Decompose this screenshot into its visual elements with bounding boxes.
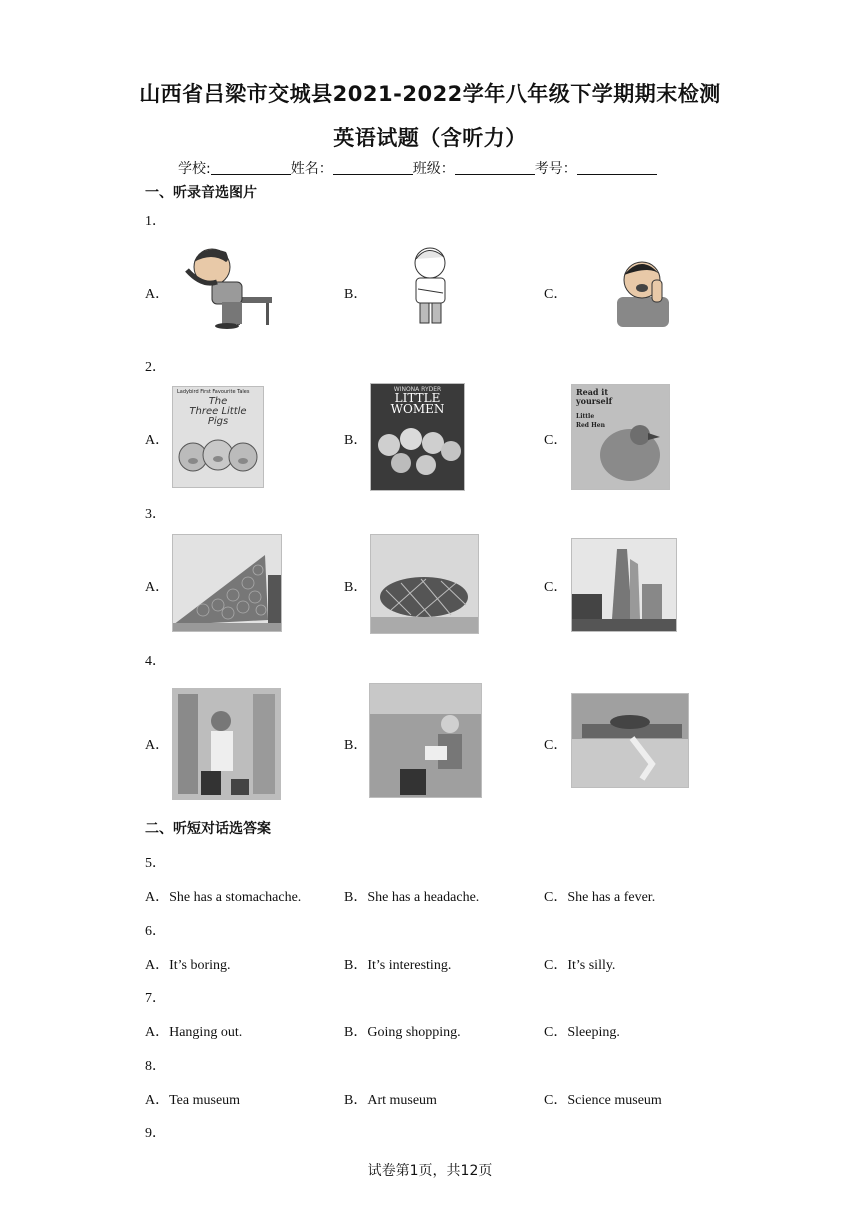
question-number-8: 8．: [145, 1059, 166, 1074]
book-a-title-3: Pigs: [207, 416, 229, 427]
q7-option-c: C．Sleeping.: [544, 1025, 620, 1040]
q4-option-c: C．: [544, 738, 568, 753]
question-number-9: 9．: [145, 1126, 166, 1141]
q3-option-c: C．: [544, 580, 568, 595]
birds-nest-stadium-image: [370, 534, 479, 634]
book-a-title-2: Three Little: [189, 406, 247, 417]
q1-option-b: B．: [344, 287, 368, 302]
little-red-hen-book-image: [571, 384, 670, 490]
school-blank: [211, 160, 291, 175]
q1-option-a: A．: [145, 287, 170, 302]
question-number-7: 7．: [145, 991, 166, 1006]
question-number-6: 6．: [145, 924, 166, 939]
book-a-banner: Ladybird First Favourite Tales: [177, 389, 250, 395]
q4-option-a: A．: [145, 738, 170, 753]
question-number-4: 4．: [145, 654, 166, 669]
q8-option-a: A．Tea museum: [145, 1093, 241, 1108]
skyscraper-image: [571, 538, 677, 632]
name-label: 姓名：: [290, 161, 333, 177]
section-heading-1: 一、听录音选图片: [145, 185, 257, 201]
book-b-title-2: WOMEN: [390, 402, 445, 416]
q8-option-c: C．Science museum: [544, 1093, 662, 1108]
page-title-line2: 英语试题（含听力）: [333, 126, 527, 150]
book-c-title-2: yourself: [576, 396, 613, 406]
q3-option-a: A．: [145, 580, 170, 595]
q2-option-a: A．: [145, 433, 170, 448]
name-blank: [333, 160, 413, 175]
q2-option-c: C．: [544, 433, 568, 448]
q6-option-b: B．It’s interesting.: [344, 958, 452, 973]
q3-option-b: B．: [344, 580, 368, 595]
question-number-3: 3．: [145, 507, 166, 522]
boy-sitting-sick-image: [182, 242, 277, 330]
water-cube-image: [172, 534, 282, 632]
book-a-title-1: The: [208, 396, 228, 407]
exam-no-blank: [577, 160, 657, 175]
man-sleeping-airport-image: [571, 693, 689, 788]
boy-toothache-image: [612, 255, 674, 327]
q7-option-a: A．Hanging out.: [145, 1025, 243, 1040]
q6-option-c: C．It’s silly.: [544, 958, 616, 973]
question-number-5: 5．: [145, 856, 166, 871]
class-blank: [455, 160, 535, 175]
exam-no-label: 考号：: [534, 161, 577, 177]
q8-option-b: B．Art museum: [344, 1093, 437, 1108]
q4-option-b: B．: [344, 738, 368, 753]
book-b-author: WINONA RYDER: [393, 386, 442, 393]
section-heading-2: 二、听短对话选答案: [145, 821, 271, 837]
q1-option-c: C．: [544, 287, 568, 302]
book-b-title-1: LITTLE: [394, 391, 441, 405]
book-c-title-4: Red Hen: [576, 422, 605, 429]
q6-option-a: A．It’s boring.: [145, 958, 231, 973]
q5-option-b: B．She has a headache.: [344, 890, 480, 905]
man-waiting-station-image: [172, 688, 281, 800]
q5-option-a: A．She has a stomachache.: [145, 890, 302, 905]
q5-option-c: C．She has a fever.: [544, 890, 656, 905]
q2-option-b: B．: [344, 433, 368, 448]
book-c-title-3: Little: [576, 413, 595, 420]
question-number-2: 2．: [145, 360, 166, 375]
book-c-title-1: Read it: [576, 387, 609, 397]
page-footer: 试卷第1页，共12页: [367, 1163, 493, 1179]
little-women-book-image: [370, 383, 465, 491]
question-number-1: 1．: [145, 214, 166, 229]
boy-standing-image: [408, 245, 453, 327]
q7-option-b: B．Going shopping.: [344, 1025, 461, 1040]
student-info-line: [178, 158, 657, 178]
school-label: 学校:: [178, 161, 211, 177]
class-label: 班级：: [412, 161, 455, 177]
page-title-line1: 山西省吕梁市交城县2021-2022学年八年级下学期期末检测: [139, 82, 721, 106]
three-little-pigs-book-image: [172, 386, 264, 488]
boy-reading-book-image: [369, 683, 482, 798]
